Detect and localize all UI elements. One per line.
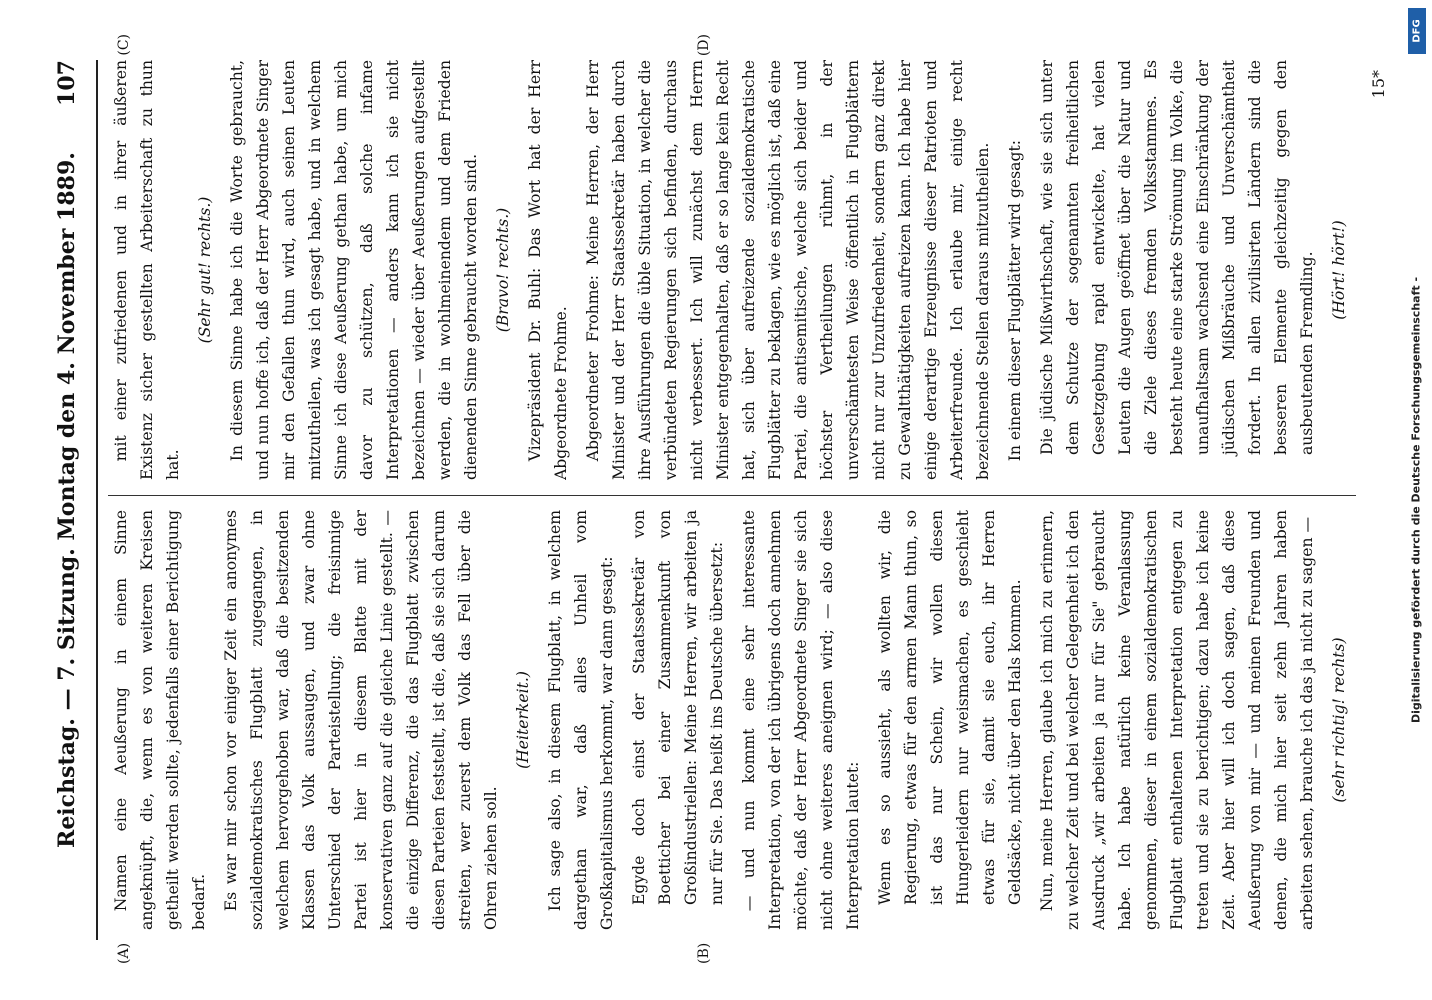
interjection: (Heiterkeit.) xyxy=(514,671,532,769)
page-number: 107 xyxy=(54,60,80,106)
paragraph: — und nun kommt eine sehr interessante Interpretation, von der ich übrigens doch annehmen möchte, daß der Herr Abgeordnete Singer sie sich nicht ohne weiteres aneignen wird; — also diese Interpretation lautet: xyxy=(740,510,862,930)
paragraph: Nun, meine Herren, glaube ich mich zu erinnern, zu welcher Zeit und bei welcher Gelegenheit ich den Ausdruck „wir arbeiten ja nur für Sie" gebraucht habe. Ich habe natürlich keine Veranlassung genommen, dieser in einem sozialdemokratischen Flugblatt enthaltenen Interpretation entgegen zu treten und sie zu berichtigen; dazu habe ich keine Zeit. Aber hier will ich doch sagen, daß diese Aeußerung von mir — und meinen Freunden und denen, die mich hier seit zehn Jahren haben arbeiten sehen, brauche ich das ja nicht zu sagen — xyxy=(1038,510,1316,930)
margin-mark-c: (C) xyxy=(116,34,132,56)
interjection: (sehr richtig! rechts) xyxy=(1330,637,1348,803)
paragraph: Namen eine Aeußerung in einem Sinne angeknüpft, die, wenn es von weiteren Kreisen getheilt werden sollte, jedenfalls einer Berichtigung bedarf. xyxy=(112,510,208,930)
margin-mark-b: (B) xyxy=(696,942,712,964)
interjection: (Hört! hört!) xyxy=(1330,220,1348,320)
dfg-logo-text: DFG xyxy=(1411,19,1423,43)
interjection: (Bravo! rechts.) xyxy=(494,207,512,333)
left-column xyxy=(108,510,1356,930)
paragraph: In einem dieser Flugblätter wird gesagt: xyxy=(1006,140,1024,462)
paragraph: Ich sage also, in diesem Flugblatt, in welchem dargethan war, daß alles Unheil vom Großkapitalismus herkommt, war dann gesagt: xyxy=(546,510,616,930)
paragraph: Abgeordneter Frohme: Meine Herren, der Herr Minister und der Herr Staatssekretär haben durch ihre Ausführungen die üble Situation, in welcher die verbündeten Regierungen sich befinden, durchaus nicht verbessert. Ich will zunächst dem Herrn Minister entgegenhalten, daß er so lange kein Recht hat, sich über aufreizende sozialdemokratische Flugblätter zu beklagen, wie es möglich ist, daß eine Partei, die antisemitische, welche sich beider und höchster Vertheilungen rühmt, in der unverschämtesten Weise öffentlich in Flugblättern nicht nur zur Unzufriedenheit, sondern ganz direkt zu Gewaltthätigkeiten aufreizen kann. Ich habe hier einige derartige Erzeugnisse dieser Patrioten und Arbeiterfreunde. Ich erlaube mir, einige recht bezeichnende Stellen daraus mitzutheilen. xyxy=(584,60,992,480)
interjection: (Sehr gut! rechts.) xyxy=(196,196,214,344)
running-head xyxy=(54,60,94,940)
credit-text: Digitalisierung gefördert durch die Deutsche Forschungsgemeinschaft - xyxy=(1409,276,1423,724)
quote: Die jüdische Mißwirthschaft, wie sie sich unter dem Schutze der sogenannten freiheitlichen Gesetzgebung rapid entwickelte, hat vielen Leuten die Augen geöffnet über die Natur und die Ziele dieses fremden Volksstammes. Es besteht heute eine starke Strömung im Volke, die unaufhaltsam wachsend eine Einschränkung der jüdischen Mißbräuche und Unverschämtheit fordert. In allen zivilisirten Ländern sind die besseren Elemente gleichzeitig gegen den ausbeutenden Fremdling. xyxy=(1038,60,1316,456)
paragraph: mit einer zufriedenen und in ihrer äußeren Existenz sicher gestellten Arbeiterschaft zu thun hat. xyxy=(112,60,182,480)
margin-mark-d: (D) xyxy=(696,34,712,57)
signature-mark: 15* xyxy=(1369,70,1388,99)
digitization-credit xyxy=(1404,0,1428,1000)
paragraph: In diesem Sinne habe ich die Worte gebraucht, und nun hoffe ich, daß der Herr Abgeordnete Singer mir den Gefallen thun wird, auch seinen Leuten mitzutheilen, was ich gesagt habe, und in welchem Sinne ich diese Aeußerung gethan habe, um mich davor zu schützen, daß solche infame Interpretationen — anders kann ich sie nicht bezeichnen — wieder über Aeußerungen aufgestellt werden, die in wohlmeinendem und dem Frieden dienenden Sinne gebraucht worden sind. xyxy=(228,60,480,480)
header-rule xyxy=(96,60,98,940)
paragraph: Es war mir schon vor einiger Zeit ein anonymes sozialdemokratisches Flugblatt zugegangen, in welchem hervorgehoben war, daß die besitzenden Klassen das Volk aussaugen, und zwar ohne Unterschied der Parteistellung; die freisinnige Partei ist hier in diesem Blatte mit der konservativen ganz auf die gleiche Linie gestellt. — die einzige Differenz, die das Flugblatt zwischen diesen Parteien feststellt, ist die, daß sie sich darum streiten, wer zuerst dem Volk das Fell über die Ohren ziehen soll. xyxy=(222,510,500,930)
quote: Wenn es so aussieht, als wollten wir, die Regierung, etwas für den armen Mann thun, so ist das nur Schein, wir wollen diesen Hungerleidern nur weismachen, es geschieht etwas für sie, damit sie euch, ihr Herren Geldsäcke, nicht über den Hals kommen. xyxy=(876,510,1024,906)
quote: Egyde doch einst der Staatssekretär von Boetticher bei einer Zusammenkunft von Großindustriellen: Meine Herren, wir arbeiten ja nur für Sie. Das heißt ins Deutsche übersetzt: xyxy=(630,510,726,906)
paragraph: Vizepräsident Dr. Buhl: Das Wort hat der Herr Abgeordnete Frohme. xyxy=(526,60,570,480)
document-page xyxy=(36,30,1396,970)
column-divider xyxy=(108,495,1356,496)
margin-mark-a: (A) xyxy=(116,942,132,964)
right-column xyxy=(108,60,1356,480)
running-head-title: Reichstag. — 7. Sitzung. Montag den 4. November 1889. xyxy=(54,152,80,848)
